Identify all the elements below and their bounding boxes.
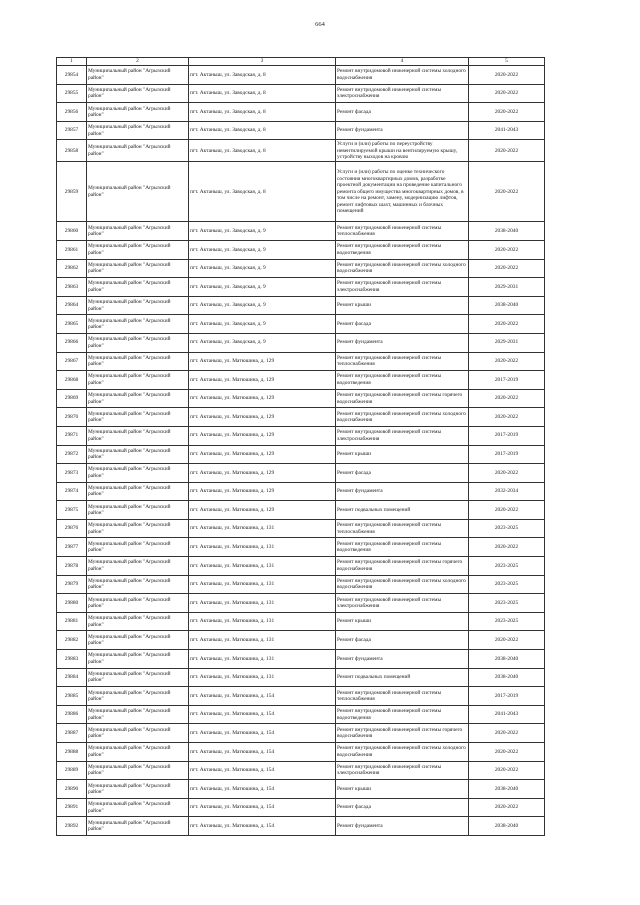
row-number: 29876 [57,519,87,538]
municipality-cell: Муниципальный район "Агрызский район" [87,278,189,297]
row-number: 29883 [57,650,87,669]
address-cell: пгт. Актаныш, ул. Матюшина, д. 131 [189,594,336,613]
page-number: 664 [315,21,325,28]
work-type-cell: Ремонт фундамента [336,482,469,501]
work-type-cell: Ремонт внутридомовой инженерной системы водоотведения [336,538,469,557]
address-cell: пгт. Актаныш, ул. Матюшина, д. 129 [189,445,336,464]
address-cell: пгт. Актаныш, ул. Матюшина, д. 131 [189,668,336,687]
municipality-cell: Муниципальный район "Агрызский район" [87,296,189,315]
municipality-cell: Муниципальный район "Агрызский район" [87,668,189,687]
table-row [57,162,545,222]
work-type-cell: Ремонт внутридомовой инженерной системы электроснабжения [336,761,469,780]
row-number: 29861 [57,240,87,259]
table-row [57,352,545,371]
row-number: 29874 [57,482,87,501]
period-cell: 2020-2022 [469,408,545,427]
municipality-cell: Муниципальный район "Агрызский район" [87,705,189,724]
table-row [57,612,545,631]
table-row [57,687,545,706]
period-cell: 2020-2022 [469,538,545,557]
table-row [57,333,545,352]
table-row [57,222,545,241]
municipality-cell: Муниципальный район "Агрызский район" [87,743,189,762]
work-type-cell: Ремонт крыши [336,445,469,464]
municipality-cell: Муниципальный район "Агрызский район" [87,315,189,334]
municipality-cell: Муниципальный район "Агрызский район" [87,84,189,103]
table-row [57,724,545,743]
table-body [57,66,545,836]
column-header-1: 1 [57,58,87,66]
work-type-cell: Ремонт внутридомовой инженерной системы холодного водоснабжения [336,259,469,278]
work-type-cell: Ремонт крыши [336,780,469,799]
municipality-cell: Муниципальный район "Агрызский район" [87,594,189,613]
row-number: 29856 [57,103,87,122]
municipality-cell: Муниципальный район "Агрызский район" [87,482,189,501]
work-type-cell: Ремонт фундамента [336,333,469,352]
table-row [57,296,545,315]
table-row [57,371,545,390]
work-type-cell: Ремонт подвальных помещений [336,501,469,520]
municipality-cell: Муниципальный район "Агрызский район" [87,371,189,390]
work-type-cell: Ремонт фасада [336,631,469,650]
table-row [57,482,545,501]
period-cell: 2038-2040 [469,650,545,669]
work-type-cell: Ремонт фундамента [336,121,469,140]
period-cell: 2017-2019 [469,371,545,390]
municipality-cell: Муниципальный район "Агрызский район" [87,140,189,162]
row-number: 29857 [57,121,87,140]
work-type-cell: Ремонт фасада [336,798,469,817]
period-cell: 2020-2022 [469,631,545,650]
municipality-cell: Муниципальный район "Агрызский район" [87,631,189,650]
period-cell: 2041-2043 [469,705,545,724]
period-cell: 2023-2025 [469,612,545,631]
municipality-cell: Муниципальный район "Агрызский район" [87,389,189,408]
address-cell: пгт. Актаныш, ул. Матюшина, д. 131 [189,575,336,594]
address-cell: пгт. Актаныш, ул. Матюшина, д. 131 [189,538,336,557]
work-type-cell: Ремонт внутридомовой инженерной системы электроснабжения [336,426,469,445]
address-cell: пгт. Актаныш, ул. Матюшина, д. 154 [189,761,336,780]
municipality-cell: Муниципальный район "Агрызский район" [87,222,189,241]
row-number: 29855 [57,84,87,103]
row-number: 29871 [57,426,87,445]
address-cell: пгт. Актаныш, ул. Заводская, д. 8 [189,103,336,122]
period-cell: 2041-2043 [469,121,545,140]
municipality-cell: Муниципальный район "Агрызский район" [87,464,189,483]
row-number: 29863 [57,278,87,297]
municipality-cell: Муниципальный район "Агрызский район" [87,575,189,594]
address-cell: пгт. Актаныш, ул. Заводская, д. 8 [189,66,336,85]
work-type-cell: Ремонт внутридомовой инженерной системы электроснабжения [336,84,469,103]
municipality-cell: Муниципальный район "Агрызский район" [87,408,189,427]
period-cell: 2020-2022 [469,501,545,520]
address-cell: пгт. Актаныш, ул. Матюшина, д. 154 [189,780,336,799]
address-cell: пгт. Актаныш, ул. Матюшина, д. 131 [189,612,336,631]
table-row [57,66,545,85]
address-cell: пгт. Актаныш, ул. Матюшина, д. 129 [189,352,336,371]
period-cell: 2020-2022 [469,761,545,780]
table-row [57,121,545,140]
period-cell: 2020-2022 [469,66,545,85]
municipality-cell: Муниципальный район "Агрызский район" [87,519,189,538]
address-cell: пгт. Актаныш, ул. Матюшина, д. 154 [189,817,336,836]
column-header-5: 5 [469,58,545,66]
address-cell: пгт. Актаныш, ул. Заводская, д. 8 [189,84,336,103]
work-type-cell: Ремонт крыши [336,296,469,315]
period-cell: 2020-2022 [469,259,545,278]
row-number: 29873 [57,464,87,483]
row-number: 29875 [57,501,87,520]
row-number: 29882 [57,631,87,650]
row-number: 29884 [57,668,87,687]
period-cell: 2029-2031 [469,333,545,352]
period-cell: 2020-2022 [469,724,545,743]
work-type-cell: Ремонт внутридомовой инженерной системы холодного водоснабжения [336,743,469,762]
table-row [57,389,545,408]
table-row [57,705,545,724]
municipality-cell: Муниципальный район "Агрызский район" [87,724,189,743]
period-cell: 2020-2022 [469,743,545,762]
row-number: 29880 [57,594,87,613]
period-cell: 2020-2022 [469,240,545,259]
municipality-cell: Муниципальный район "Агрызский район" [87,103,189,122]
row-number: 29854 [57,66,87,85]
period-cell: 2023-2025 [469,575,545,594]
work-type-cell: Ремонт фасада [336,103,469,122]
municipality-cell: Муниципальный район "Агрызский район" [87,121,189,140]
address-cell: пгт. Актаныш, ул. Заводская, д. 9 [189,315,336,334]
row-number: 29866 [57,333,87,352]
address-cell: пгт. Актаныш, ул. Заводская, д. 9 [189,240,336,259]
municipality-cell: Муниципальный район "Агрызский район" [87,557,189,576]
municipality-cell: Муниципальный район "Агрызский район" [87,817,189,836]
work-type-cell: Ремонт внутридомовой инженерной системы горячего водоснабжения [336,724,469,743]
municipality-cell: Муниципальный район "Агрызский район" [87,66,189,85]
address-cell: пгт. Актаныш, ул. Матюшина, д. 154 [189,724,336,743]
table-row [57,798,545,817]
municipality-cell: Муниципальный район "Агрызский район" [87,259,189,278]
address-cell: пгт. Актаныш, ул. Заводская, д. 9 [189,278,336,297]
row-number: 29858 [57,140,87,162]
row-number: 29877 [57,538,87,557]
table-row [57,84,545,103]
table-row [57,575,545,594]
table-row [57,140,545,162]
table-row [57,780,545,799]
header-row [57,58,545,66]
table-header [57,58,545,66]
work-type-cell: Ремонт крыши [336,612,469,631]
table-row [57,743,545,762]
address-cell: пгт. Актаныш, ул. Матюшина, д. 129 [189,482,336,501]
address-cell: пгт. Актаныш, ул. Заводская, д. 9 [189,296,336,315]
table-row [57,501,545,520]
work-type-cell: Ремонт внутридомовой инженерной системы электроснабжения [336,278,469,297]
work-type-cell: Ремонт внутридомовой инженерной системы холодного водоснабжения [336,66,469,85]
period-cell: 2017-2019 [469,445,545,464]
period-cell: 2038-2040 [469,222,545,241]
row-number: 29890 [57,780,87,799]
municipality-cell: Муниципальный район "Агрызский район" [87,538,189,557]
address-cell: пгт. Актаныш, ул. Матюшина, д. 131 [189,650,336,669]
municipality-cell: Муниципальный район "Агрызский район" [87,445,189,464]
row-number: 29870 [57,408,87,427]
table-row [57,817,545,836]
work-type-cell: Ремонт внутридомовой инженерной системы горячего водоснабжения [336,389,469,408]
row-number: 29885 [57,687,87,706]
table-row [57,594,545,613]
work-type-cell: Ремонт внутридомовой инженерной системы водоотведения [336,371,469,390]
work-type-cell: Ремонт внутридомовой инженерной системы теплоснабжения [336,352,469,371]
table-row [57,240,545,259]
row-number: 29887 [57,724,87,743]
address-cell: пгт. Актаныш, ул. Матюшина, д. 129 [189,501,336,520]
table-row [57,426,545,445]
period-cell: 2023-2025 [469,594,545,613]
column-header-3: 3 [189,58,336,66]
work-type-cell: Ремонт фундамента [336,817,469,836]
address-cell: пгт. Актаныш, ул. Матюшина, д. 131 [189,519,336,538]
address-cell: пгт. Актаныш, ул. Матюшина, д. 154 [189,687,336,706]
municipality-cell: Муниципальный район "Агрызский район" [87,333,189,352]
table-row [57,103,545,122]
row-number: 29891 [57,798,87,817]
row-number: 29888 [57,743,87,762]
column-header-2: 2 [87,58,189,66]
period-cell: 2020-2022 [469,103,545,122]
address-cell: пгт. Актаныш, ул. Матюшина, д. 129 [189,464,336,483]
period-cell: 2020-2022 [469,389,545,408]
work-type-cell: Услуги и (или) работы по переустройству невентилируемой крыши на вентилируемую крышу, устройству выходов на кровлю [336,140,469,162]
municipality-cell: Муниципальный район "Агрызский район" [87,761,189,780]
work-type-cell: Ремонт подвальных помещений [336,668,469,687]
period-cell: 2017-2019 [469,687,545,706]
period-cell: 2020-2022 [469,315,545,334]
work-type-cell: Ремонт внутридомовой инженерной системы теплоснабжения [336,222,469,241]
period-cell: 2017-2019 [469,426,545,445]
work-type-cell: Ремонт фундамента [336,650,469,669]
municipality-cell: Муниципальный район "Агрызский район" [87,501,189,520]
table-row [57,259,545,278]
municipality-cell: Муниципальный район "Агрызский район" [87,798,189,817]
row-number: 29892 [57,817,87,836]
row-number: 29872 [57,445,87,464]
address-cell: пгт. Актаныш, ул. Заводская, д. 8 [189,121,336,140]
row-number: 29878 [57,557,87,576]
address-cell: пгт. Актаныш, ул. Матюшина, д. 154 [189,798,336,817]
address-cell: пгт. Актаныш, ул. Матюшина, д. 129 [189,389,336,408]
address-cell: пгт. Актаныш, ул. Заводская, д. 8 [189,162,336,222]
row-number: 29879 [57,575,87,594]
municipality-cell: Муниципальный район "Агрызский район" [87,612,189,631]
row-number: 29864 [57,296,87,315]
period-cell: 2038-2040 [469,296,545,315]
work-type-cell: Ремонт внутридомовой инженерной системы холодного водоснабжения [336,408,469,427]
table-row [57,631,545,650]
table-row [57,650,545,669]
row-number: 29859 [57,162,87,222]
table-row [57,519,545,538]
row-number: 29868 [57,371,87,390]
row-number: 29865 [57,315,87,334]
address-cell: пгт. Актаныш, ул. Заводская, д. 9 [189,333,336,352]
municipality-cell: Муниципальный район "Агрызский район" [87,162,189,222]
table-row [57,557,545,576]
table-row [57,538,545,557]
address-cell: пгт. Актаныш, ул. Матюшина, д. 129 [189,426,336,445]
repair-schedule-table [56,57,545,836]
table-row [57,445,545,464]
municipality-cell: Муниципальный район "Агрызский район" [87,426,189,445]
address-cell: пгт. Актаныш, ул. Заводская, д. 8 [189,140,336,162]
work-type-cell: Ремонт внутридомовой инженерной системы электроснабжения [336,594,469,613]
period-cell: 2020-2022 [469,352,545,371]
table-row [57,408,545,427]
period-cell: 2020-2022 [469,162,545,222]
column-header-4: 4 [336,58,469,66]
table-row [57,761,545,780]
period-cell: 2023-2025 [469,557,545,576]
address-cell: пгт. Актаныш, ул. Матюшина, д. 154 [189,705,336,724]
table-row [57,464,545,483]
address-cell: пгт. Актаныш, ул. Матюшина, д. 129 [189,408,336,427]
table-row [57,278,545,297]
municipality-cell: Муниципальный район "Агрызский район" [87,650,189,669]
row-number: 29862 [57,259,87,278]
period-cell: 2029-2031 [469,278,545,297]
row-number: 29860 [57,222,87,241]
work-type-cell: Ремонт внутридомовой инженерной системы теплоснабжения [336,519,469,538]
period-cell: 2020-2022 [469,140,545,162]
address-cell: пгт. Актаныш, ул. Заводская, д. 9 [189,259,336,278]
work-type-cell: Ремонт внутридомовой инженерной системы холодного водоснабжения [336,575,469,594]
row-number: 29881 [57,612,87,631]
address-cell: пгт. Актаныш, ул. Матюшина, д. 131 [189,557,336,576]
municipality-cell: Муниципальный район "Агрызский район" [87,780,189,799]
period-cell: 2038-2040 [469,817,545,836]
period-cell: 2020-2022 [469,798,545,817]
address-cell: пгт. Актаныш, ул. Матюшина, д. 154 [189,743,336,762]
address-cell: пгт. Актаныш, ул. Матюшина, д. 129 [189,371,336,390]
period-cell: 2020-2022 [469,84,545,103]
period-cell: 2032-2034 [469,482,545,501]
table-row [57,668,545,687]
period-cell: 2038-2040 [469,668,545,687]
address-cell: пгт. Актаныш, ул. Заводская, д. 9 [189,222,336,241]
work-type-cell: Ремонт фасада [336,315,469,334]
work-type-cell: Ремонт внутридомовой инженерной системы водоотведения [336,240,469,259]
municipality-cell: Муниципальный район "Агрызский район" [87,240,189,259]
work-type-cell: Ремонт внутридомовой инженерной системы горячего водоснабжения [336,557,469,576]
municipality-cell: Муниципальный район "Агрызский район" [87,687,189,706]
row-number: 29889 [57,761,87,780]
row-number: 29867 [57,352,87,371]
period-cell: 2038-2040 [469,780,545,799]
work-type-cell: Ремонт внутридомовой инженерной системы водоотведения [336,705,469,724]
period-cell: 2020-2022 [469,464,545,483]
row-number: 29869 [57,389,87,408]
address-cell: пгт. Актаныш, ул. Матюшина, д. 131 [189,631,336,650]
work-type-cell: Ремонт внутридомовой инженерной системы теплоснабжения [336,687,469,706]
work-type-cell: Услуги и (или) работы по оценке технического состояния многоквартирных домов, разработке проектной документации на проведение капитального ремонта общего имущества многоквартирных домов, в том числе на ремонт, замену, модернизацию лифтов, ремонт лифтовых шахт, машинных и блочных помещений [336,162,469,222]
work-type-cell: Ремонт фасада [336,464,469,483]
table-row [57,315,545,334]
period-cell: 2023-2025 [469,519,545,538]
municipality-cell: Муниципальный район "Агрызский район" [87,352,189,371]
row-number: 29886 [57,705,87,724]
